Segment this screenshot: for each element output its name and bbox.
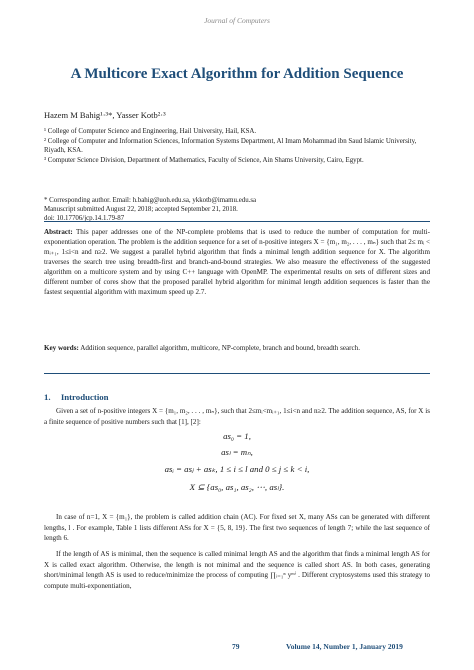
authors: Hazem M Bahig¹·³*, Yasser Kotb²·³ xyxy=(44,110,166,120)
equation-4: X ⊆ {as₀, as₁, as₂, ⋯, asₗ}. xyxy=(189,482,285,492)
abstract xyxy=(44,227,430,297)
section-heading xyxy=(44,392,109,402)
abstract-text: This paper addresses one of the NP-complete problems that is used to reduce the number of computation for multi-exponentiation operation. The problem is the addition sequence for a set of n-positive integers X = {m₁, m₂, . . . , mₙ} such that 2≤ mᵢ < mᵢ₊₁, 1≤i<n and n≥2. We suggest a parallel hybrid algorithm that finds a minimal length addition sequence for X. The algorithm traverses the search tree using breadth-first and branch-and-bound strategies. We also measure the effectiveness of the suggested algorithm on a multicore system and by using C++ language with OpenMP. The experimental results on sets of different sizes and different number of cores show that the proposed parallel hybrid algorithm for minimal length addition sequences is faster than the fastest sequential algorithm with maximum speed up 2.7. xyxy=(44,228,430,296)
keywords-label: Key words: xyxy=(44,344,79,352)
page-number: 79 xyxy=(232,642,240,651)
doi: doi: 10.17706/jcp.14.1.79-87 xyxy=(44,215,125,222)
intro-paragraph-2: In case of n=1, X = {m₁}, the problem is called addition chain (AC). For fixed set X, many ASs can be generated with different lengths, l . For example, Table 1 lists different ASs for X = {5, 8, 19}. The first two sequences of length 7; while the last sequence of length 6. xyxy=(44,513,430,543)
affiliation-2: ² College of Computer and Information Sciences, Information Systems Department, Al Imam Mohammad ibn Saud Islamic University, Riyadh, KSA. xyxy=(44,138,417,154)
section-number: 1. xyxy=(44,392,51,402)
correspondence xyxy=(44,196,434,223)
equation-3: asᵢ = asⱼ + asₖ, 1 ≤ i ≤ l and 0 ≤ j ≤ k < i, xyxy=(164,464,310,474)
affiliation-1: ¹ College of Computer Science and Engineering, Hail University, Hail, KSA. xyxy=(44,128,257,135)
intro-paragraph-1: Given a set of n-positive integers X = {m₁, m₂, . . . , mₙ}, such that 2≤mᵢ<mᵢ₊₁, 1≤i<n and n≥2. The addition sequence, AS, for X is a finite sequence of positive numbers such that [1], [2]: xyxy=(44,407,430,426)
manuscript-dates: Manuscript submitted August 22, 2018; accepted September 21, 2018. xyxy=(44,206,238,213)
journal-header: Journal of Computers xyxy=(204,16,270,25)
intro-paragraph-3: If the length of AS is minimal, then the sequence is called minimal length AS and the algorithm that finds a minimal length AS for X is called exact algorithm. Otherwise, the length is not minimal and the sequence is called short AS. In both cases, generating short/minimal length AS is used to reduce/minimize the process of computing ∏ᵢ₌₁ⁿ yᵐⁱ . Different cryptosystems used this strategy to compute multi-exponentiation, xyxy=(44,550,430,590)
abstract-bottom-rule xyxy=(44,373,430,374)
abstract-top-rule xyxy=(44,221,430,222)
paper-title: A Multicore Exact Algorithm for Addition Sequence xyxy=(70,66,404,82)
abstract-label: Abstract: xyxy=(44,228,73,236)
affiliation-3: ³ Computer Science Division, Department of Mathematics, Faculty of Science, Ain Shams University, Cairo, Egypt. xyxy=(44,157,364,164)
equation-2: asₗ = mₙ, xyxy=(221,447,253,457)
keywords xyxy=(44,343,430,353)
corresponding-author: * Corresponding author. Email: h.bahig@uoh.edu.sa, ykkotb@imamu.edu.sa xyxy=(44,197,257,204)
keywords-text: Addition sequence, parallel algorithm, multicore, NP-complete, branch and bound, breadth search. xyxy=(80,344,360,352)
volume-info: Volume 14, Number 1, January 2019 xyxy=(286,642,403,651)
equation-1: as₀ = 1, xyxy=(223,431,251,441)
section-title: Introduction xyxy=(60,392,109,402)
